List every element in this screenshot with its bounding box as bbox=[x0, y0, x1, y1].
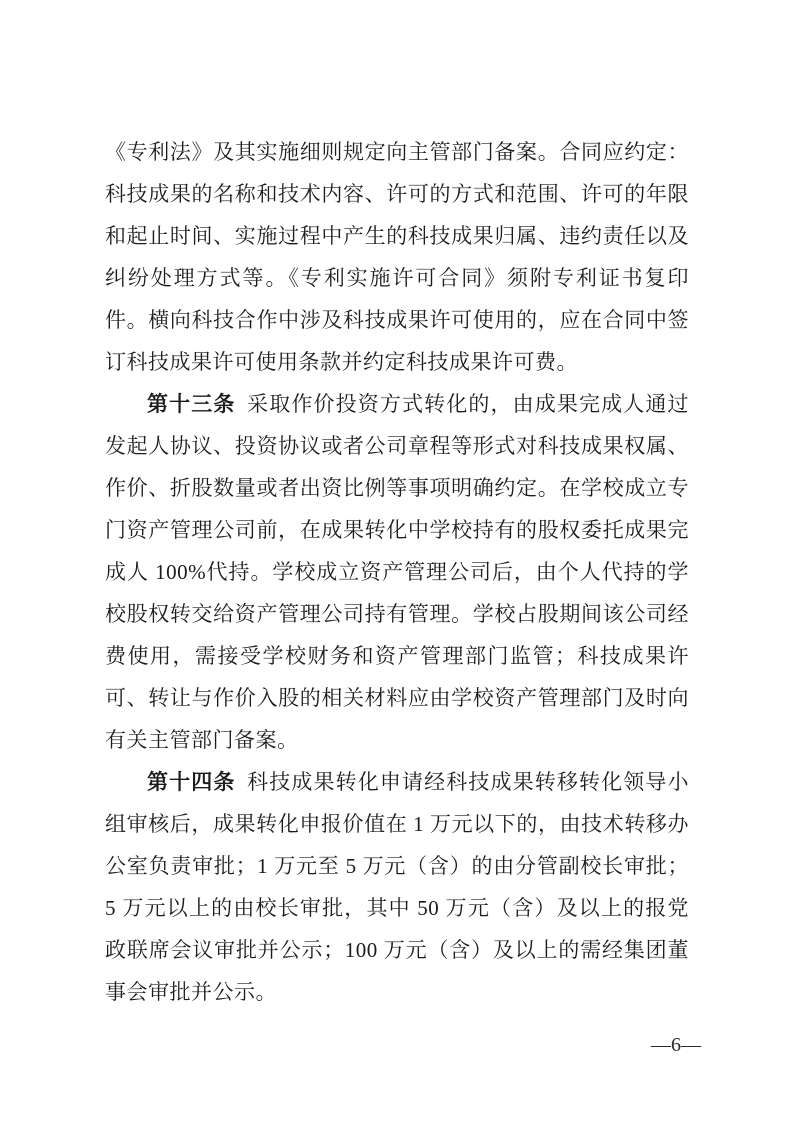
paragraph-text: 科技成果转化申请经科技成果转移转化领导小组审核后，成果转化申报价值在 1 万元以下的，由技术转移办公室负责审批；1 万元至 5 万元（含）的由分管副校长审批；5 万元以上的由校长审批，其中 50 万元（含）及以上的报党政联席会议审批并公示；100 万元（含）及以上的需经集团董事会审批并公示。 bbox=[105, 770, 690, 1004]
page-number: —6— bbox=[651, 1034, 701, 1056]
paragraph-text: 《专利法》及其实施细则规定向主管部门备案。合同应约定：科技成果的名称和技术内容、许可的方式和范围、许可的年限和起止时间、实施过程中产生的科技成果归属、违约责任以及纠纷处理方式等。《专利实施许可合同》须附专利证书复印件。横向科技合作中涉及科技成果许可使用的，应在合同中签订科技成果许可使用条款并约定科技成果许可费。 bbox=[105, 140, 689, 374]
paragraph-clause-13 bbox=[105, 383, 689, 761]
clause-14-heading: 第十四条 bbox=[147, 770, 236, 794]
paragraph-clause-14 bbox=[105, 761, 689, 1013]
document-body bbox=[105, 131, 689, 1013]
paragraph-text: 采取作价投资方式转化的，由成果完成人通过发起人协议、投资协议或者公司章程等形式对科技成果权属、作价、折股数量或者出资比例等事项明确约定。在学校成立专门资产管理公司前，在成果转化中学校持有的股权委托成果完成人 100%代持。学校成立资产管理公司后，由个人代持的学校股权转交给资产管理公司持有管理。学校占股期间该公司经费使用，需接受学校财务和资产管理部门监管；科技成果许可、转让与作价入股的相关材料应由学校资产管理部门及时向有关主管部门备案。 bbox=[105, 392, 690, 752]
clause-13-heading: 第十三条 bbox=[147, 392, 236, 416]
paragraph-continuation bbox=[105, 131, 689, 383]
